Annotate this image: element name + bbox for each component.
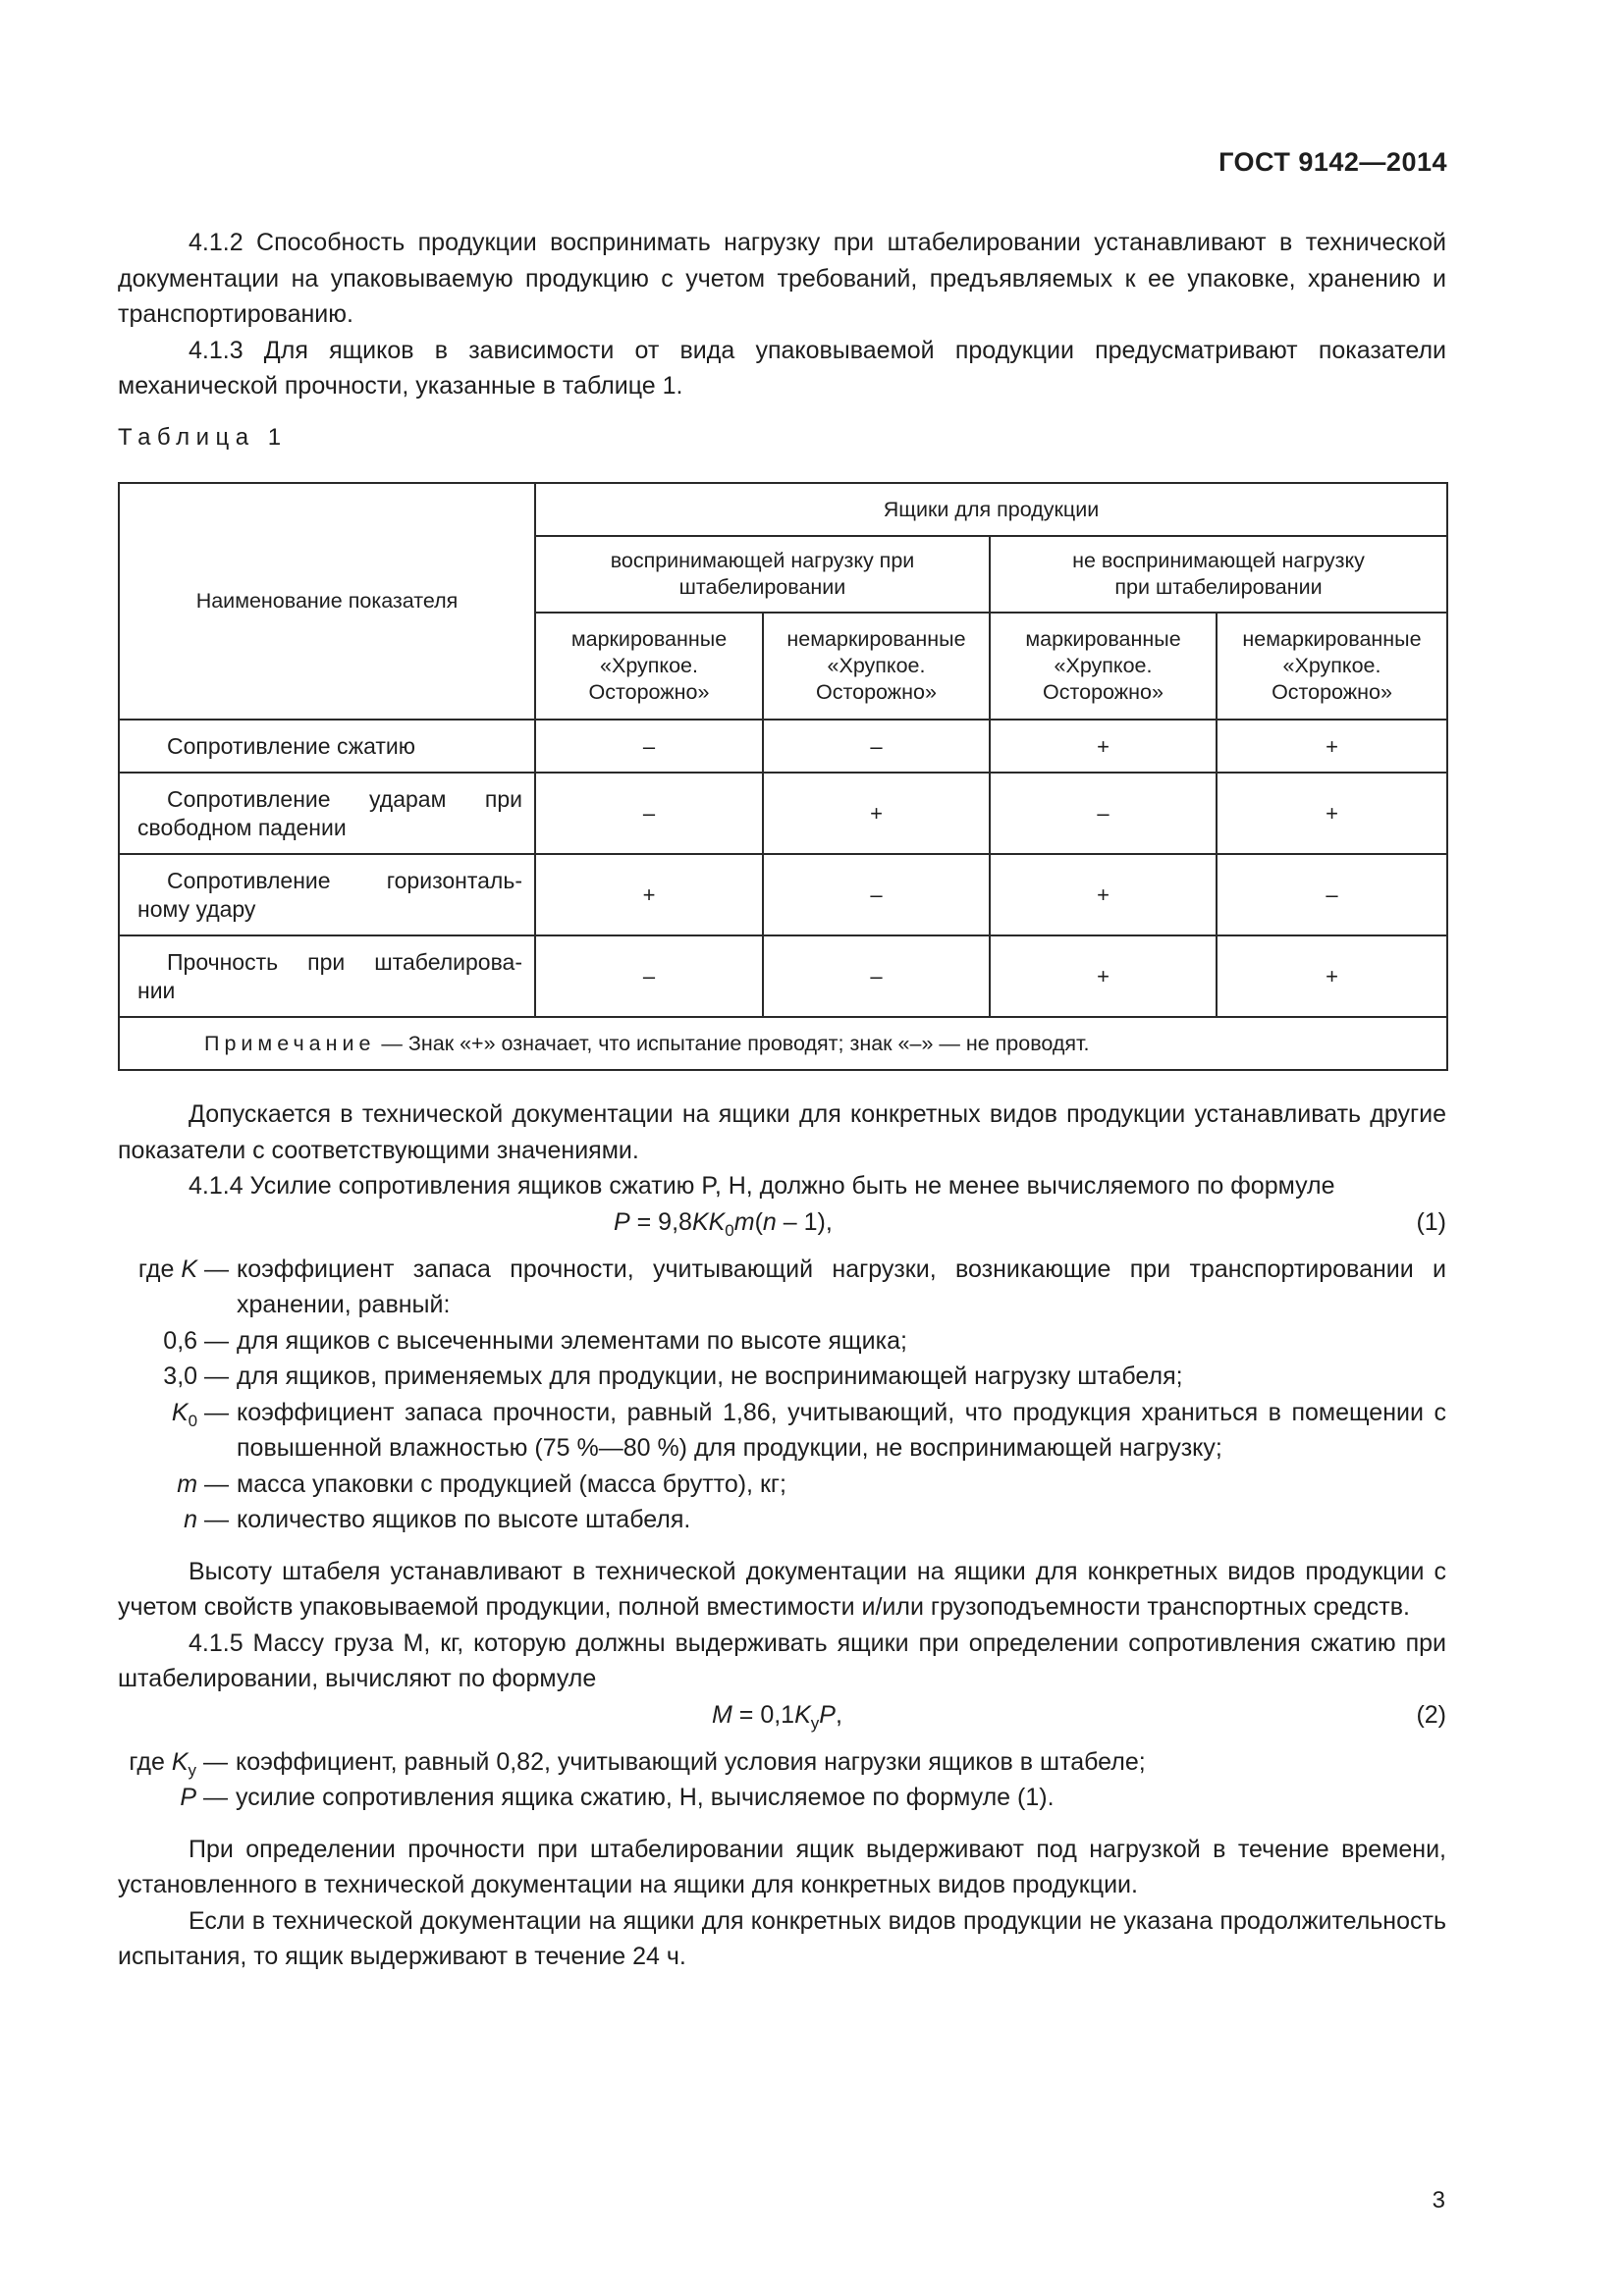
note-label: Примечание	[204, 1031, 376, 1055]
cell-value: –	[763, 720, 990, 773]
formula-1: $P = 9,8KK_0m(n - 1)$,	[614, 1207, 833, 1240]
body-section	[118, 1096, 1446, 1975]
table-row	[119, 773, 1447, 854]
legend-desc: масса упаковки с продукцией (масса брутто), кг;	[237, 1469, 786, 1498]
cell-value: –	[763, 935, 990, 1017]
paragraph-4-1-4: 4.1.4 Усилие сопротивления ящиков сжатию P, Н, должно быть не менее вычисляемого по формуле	[189, 1172, 1335, 1200]
cell-value: +	[990, 720, 1217, 773]
legend-symbol: m —	[177, 1469, 229, 1498]
cell-value: +	[1217, 720, 1447, 773]
header-unmarked: немаркированные «Хрупкое. Осторожно»	[1217, 613, 1447, 720]
formula-1-legend	[118, 1252, 1446, 1538]
paragraph-4-1-5: 4.1.5 Массу груза M, кг, которую должны выдерживать ящики при определении сопротивления сжатию при штабелировании, вычисляют по формуле	[118, 1629, 1446, 1692]
legend-desc: для ящиков с высеченными элементами по высоте ящика;	[237, 1326, 907, 1355]
table-caption: Таблица 1	[118, 424, 288, 451]
legend-symbol: где $K_у$ —	[129, 1747, 228, 1780]
legend-desc: количество ящиков по высоте штабеля.	[237, 1506, 691, 1533]
legend-symbol: 3,0 —	[163, 1362, 229, 1390]
paragraph-other-indicators: Допускается в технической документации на ящики для конкретных видов продукции устанавливать другие показатели с соответствующими значениями.	[118, 1100, 1446, 1164]
legend-symbol: n —	[184, 1506, 229, 1533]
formula-2-number: (2)	[1416, 1700, 1446, 1729]
header-boxes-for-products: Ящики для продукции	[535, 483, 1447, 536]
cell-value: –	[990, 773, 1217, 854]
cell-value: +	[990, 854, 1217, 935]
cell-value: +	[1217, 935, 1447, 1017]
table-row	[119, 935, 1447, 1017]
formula-2: $M = 0,1K_уP$,	[712, 1700, 842, 1733]
note-text: — Знак «+» означает, что испытание проводят; знак «–» — не проводят.	[375, 1031, 1090, 1055]
cell-value: +	[990, 935, 1217, 1017]
intro-paragraphs	[118, 225, 1446, 404]
document-code: ГОСТ 9142—2014	[1218, 147, 1447, 177]
legend-desc: коэффициент запаса прочности, равный 1,86, учитывающий, что продукция храниться в помещении с повышенной влажностью (75 %—80 %) для продукции, не воспринимающей нагрузку;	[237, 1398, 1446, 1462]
paragraph-4-1-3: 4.1.3 Для ящиков в зависимости от вида упаковываемой продукции предусматривают показатели механической прочности, указанные в таблице 1.	[118, 336, 1446, 400]
legend-desc: для ящиков, применяемых для продукции, не воспринимающей нагрузку штабеля;	[237, 1362, 1183, 1390]
legend-desc: коэффициент, равный 0,82, учитывающий условия нагрузки ящиков в штабеле;	[236, 1747, 1146, 1776]
row-name: Прочность при штабелирова- нии	[119, 935, 535, 1017]
legend-desc: усилие сопротивления ящика сжатию, Н, вычисляемое по формуле (1).	[236, 1784, 1055, 1811]
legend-symbol: P —	[180, 1784, 228, 1811]
row-name: Сопротивление горизонталь- ному удару	[119, 854, 535, 935]
legend-symbol: $K_0$ —	[171, 1398, 229, 1430]
formula-1-number: (1)	[1416, 1207, 1446, 1236]
row-name: Сопротивление ударам при свободном падении	[119, 773, 535, 854]
formula-1-row	[118, 1204, 1446, 1244]
cell-value: –	[535, 935, 763, 1017]
paragraph-4-1-2: 4.1.2 Способность продукции воспринимать нагрузку при штабелировании устанавливают в технической документации на упаковываемую продукцию с учетом требований, предъявляемых к ее упаковке, хранению и транспортированию.	[118, 229, 1446, 328]
header-marked: маркированные «Хрупкое. Осторожно»	[990, 613, 1217, 720]
cell-value: –	[535, 773, 763, 854]
paragraph-test-duration: При определении прочности при штабелировании ящик выдерживают под нагрузкой в течение времени, установленного в технической документации на ящики для конкретных видов продукции.	[118, 1835, 1446, 1898]
paragraph-default-duration: Если в технической документации на ящики для конкретных видов продукции не указана продолжительность испытания, то ящик выдерживают в течение 24 ч.	[118, 1906, 1446, 1970]
cell-value: –	[763, 854, 990, 935]
legend-symbol: где K —	[137, 1255, 229, 1283]
cell-value: –	[535, 720, 763, 773]
cell-value: +	[1217, 773, 1447, 854]
cell-value: +	[763, 773, 990, 854]
table-note	[119, 1017, 1447, 1070]
header-load-bearing: воспринимающей нагрузку при штабелировании	[535, 536, 990, 613]
cell-value: –	[1217, 854, 1447, 935]
table-row	[119, 720, 1447, 773]
page-number: 3	[1432, 2187, 1445, 2214]
row-name: Сопротивление сжатию	[119, 720, 535, 773]
indicators-table	[118, 482, 1448, 1071]
formula-2-row	[118, 1697, 1446, 1736]
cell-value: +	[535, 854, 763, 935]
formula-2-legend	[118, 1744, 1446, 1816]
header-non-load-bearing: не воспринимающей нагрузку при штабелировании	[990, 536, 1447, 613]
header-indicator-name: Наименование показателя	[119, 483, 535, 720]
legend-desc: коэффициент запаса прочности, учитывающий нагрузки, возникающие при транспортировании и хранении, равный:	[237, 1255, 1446, 1318]
header-marked: маркированные «Хрупкое. Осторожно»	[535, 613, 763, 720]
table-row	[119, 854, 1447, 935]
legend-symbol: 0,6 —	[163, 1326, 229, 1355]
paragraph-stack-height: Высоту штабеля устанавливают в технической документации на ящики для конкретных видов продукции с учетом свойств упаковываемой продукции, полной вместимости и/или грузоподъемности транспортных средств.	[118, 1557, 1446, 1621]
header-unmarked: немаркированные «Хрупкое. Осторожно»	[763, 613, 990, 720]
